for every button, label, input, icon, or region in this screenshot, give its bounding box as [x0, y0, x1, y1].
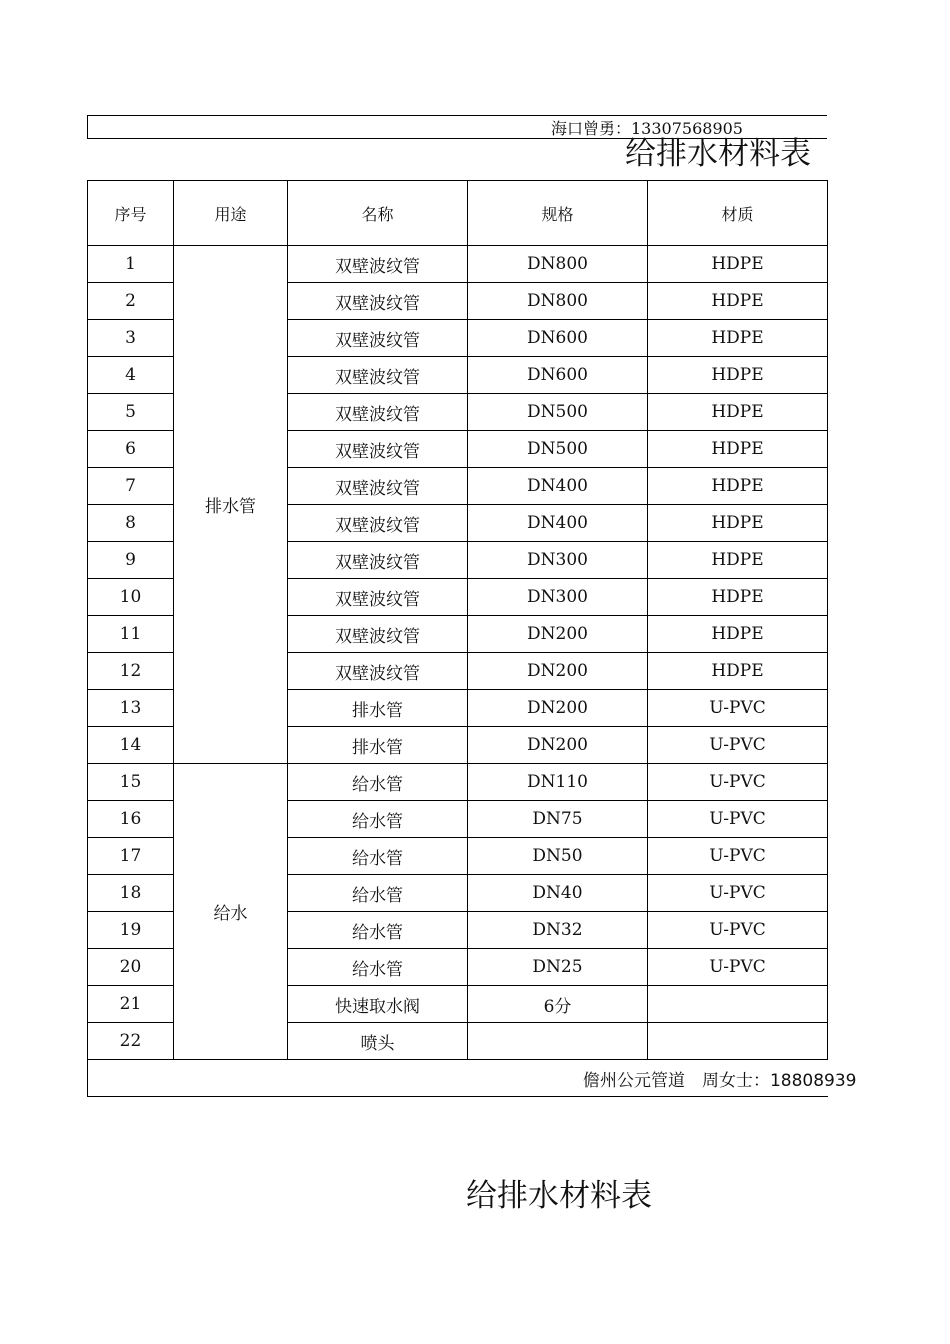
item-name: 给水管 [288, 838, 468, 875]
row-number: 9 [88, 542, 174, 579]
item-name: 双壁波纹管 [288, 283, 468, 320]
item-spec: DN50 [468, 838, 648, 875]
header-title: 给排水材料表 [625, 136, 811, 172]
item-material: HDPE [648, 431, 828, 468]
row-number: 15 [88, 764, 174, 801]
item-spec: DN500 [468, 431, 648, 468]
row-number: 1 [88, 246, 174, 283]
row-number: 10 [88, 579, 174, 616]
item-material: U-PVC [648, 764, 828, 801]
row-number: 7 [88, 468, 174, 505]
row-number: 13 [88, 690, 174, 727]
item-spec: DN200 [468, 653, 648, 690]
item-name: 双壁波纹管 [288, 246, 468, 283]
item-spec: DN600 [468, 357, 648, 394]
table-row [88, 764, 828, 801]
item-name: 给水管 [288, 949, 468, 986]
item-name: 双壁波纹管 [288, 431, 468, 468]
column-header-name: 名称 [288, 181, 468, 246]
item-material: HDPE [648, 283, 828, 320]
purpose-cell: 排水管 [174, 246, 288, 764]
table-footer [88, 1060, 857, 1097]
item-name: 双壁波纹管 [288, 320, 468, 357]
row-number: 22 [88, 1023, 174, 1060]
item-name: 给水管 [288, 764, 468, 801]
row-number: 5 [88, 394, 174, 431]
table-row [88, 246, 828, 283]
row-number: 19 [88, 912, 174, 949]
item-material: U-PVC [648, 727, 828, 764]
item-name: 排水管 [288, 727, 468, 764]
item-material: HDPE [648, 394, 828, 431]
item-material: U-PVC [648, 838, 828, 875]
item-material: HDPE [648, 468, 828, 505]
item-name: 双壁波纹管 [288, 468, 468, 505]
item-material: U-PVC [648, 875, 828, 912]
item-material [648, 986, 828, 1023]
item-spec: DN400 [468, 505, 648, 542]
item-material: HDPE [648, 246, 828, 283]
supplier-contact: 儋州公元管道 周女士：18808939 [582, 1070, 857, 1091]
column-header-no: 序号 [88, 181, 174, 246]
item-material: U-PVC [648, 949, 828, 986]
item-spec: DN400 [468, 468, 648, 505]
row-number: 21 [88, 986, 174, 1023]
item-spec: DN200 [468, 616, 648, 653]
item-spec [468, 1023, 648, 1060]
item-material: HDPE [648, 320, 828, 357]
purpose-cell: 给水 [174, 764, 288, 1060]
item-material: U-PVC [648, 801, 828, 838]
item-name: 双壁波纹管 [288, 357, 468, 394]
item-name: 给水管 [288, 912, 468, 949]
item-spec: DN800 [468, 246, 648, 283]
item-name: 喷头 [288, 1023, 468, 1060]
item-spec: DN110 [468, 764, 648, 801]
header-contact: 海口曾勇：13307568905 [551, 119, 743, 138]
row-number: 18 [88, 875, 174, 912]
item-name: 给水管 [288, 801, 468, 838]
item-name: 双壁波纹管 [288, 616, 468, 653]
item-spec: DN600 [468, 320, 648, 357]
item-spec: DN200 [468, 690, 648, 727]
item-material: HDPE [648, 616, 828, 653]
item-name: 快速取水阀 [288, 986, 468, 1023]
row-number: 8 [88, 505, 174, 542]
item-material: HDPE [648, 579, 828, 616]
item-name: 双壁波纹管 [288, 505, 468, 542]
item-name: 双壁波纹管 [288, 579, 468, 616]
row-number: 2 [88, 283, 174, 320]
item-name: 双壁波纹管 [288, 542, 468, 579]
item-name: 双壁波纹管 [288, 394, 468, 431]
item-name: 给水管 [288, 875, 468, 912]
table-footer-row [88, 1060, 828, 1097]
row-number: 16 [88, 801, 174, 838]
item-material: HDPE [648, 357, 828, 394]
item-material: HDPE [648, 542, 828, 579]
item-spec: DN300 [468, 542, 648, 579]
table-header-row [88, 181, 828, 246]
item-spec: DN40 [468, 875, 648, 912]
row-number: 20 [88, 949, 174, 986]
item-material [648, 1023, 828, 1060]
item-material: U-PVC [648, 912, 828, 949]
row-number: 14 [88, 727, 174, 764]
row-number: 12 [88, 653, 174, 690]
item-material: U-PVC [648, 690, 828, 727]
item-material: HDPE [648, 653, 828, 690]
item-spec: DN500 [468, 394, 648, 431]
row-number: 6 [88, 431, 174, 468]
column-header-material: 材质 [648, 181, 828, 246]
column-header-spec: 规格 [468, 181, 648, 246]
item-spec: DN300 [468, 579, 648, 616]
row-number: 3 [88, 320, 174, 357]
bottom-title: 给排水材料表 [466, 1178, 652, 1214]
item-spec: DN25 [468, 949, 648, 986]
item-spec: DN32 [468, 912, 648, 949]
row-number: 11 [88, 616, 174, 653]
item-spec: DN75 [468, 801, 648, 838]
item-material: HDPE [648, 505, 828, 542]
item-spec: DN800 [468, 283, 648, 320]
item-name: 双壁波纹管 [288, 653, 468, 690]
item-spec: 6分 [468, 986, 648, 1023]
item-spec: DN200 [468, 727, 648, 764]
column-header-purpose: 用途 [174, 181, 288, 246]
item-name: 排水管 [288, 690, 468, 727]
row-number: 17 [88, 838, 174, 875]
row-number: 4 [88, 357, 174, 394]
materials-table [87, 180, 857, 1097]
